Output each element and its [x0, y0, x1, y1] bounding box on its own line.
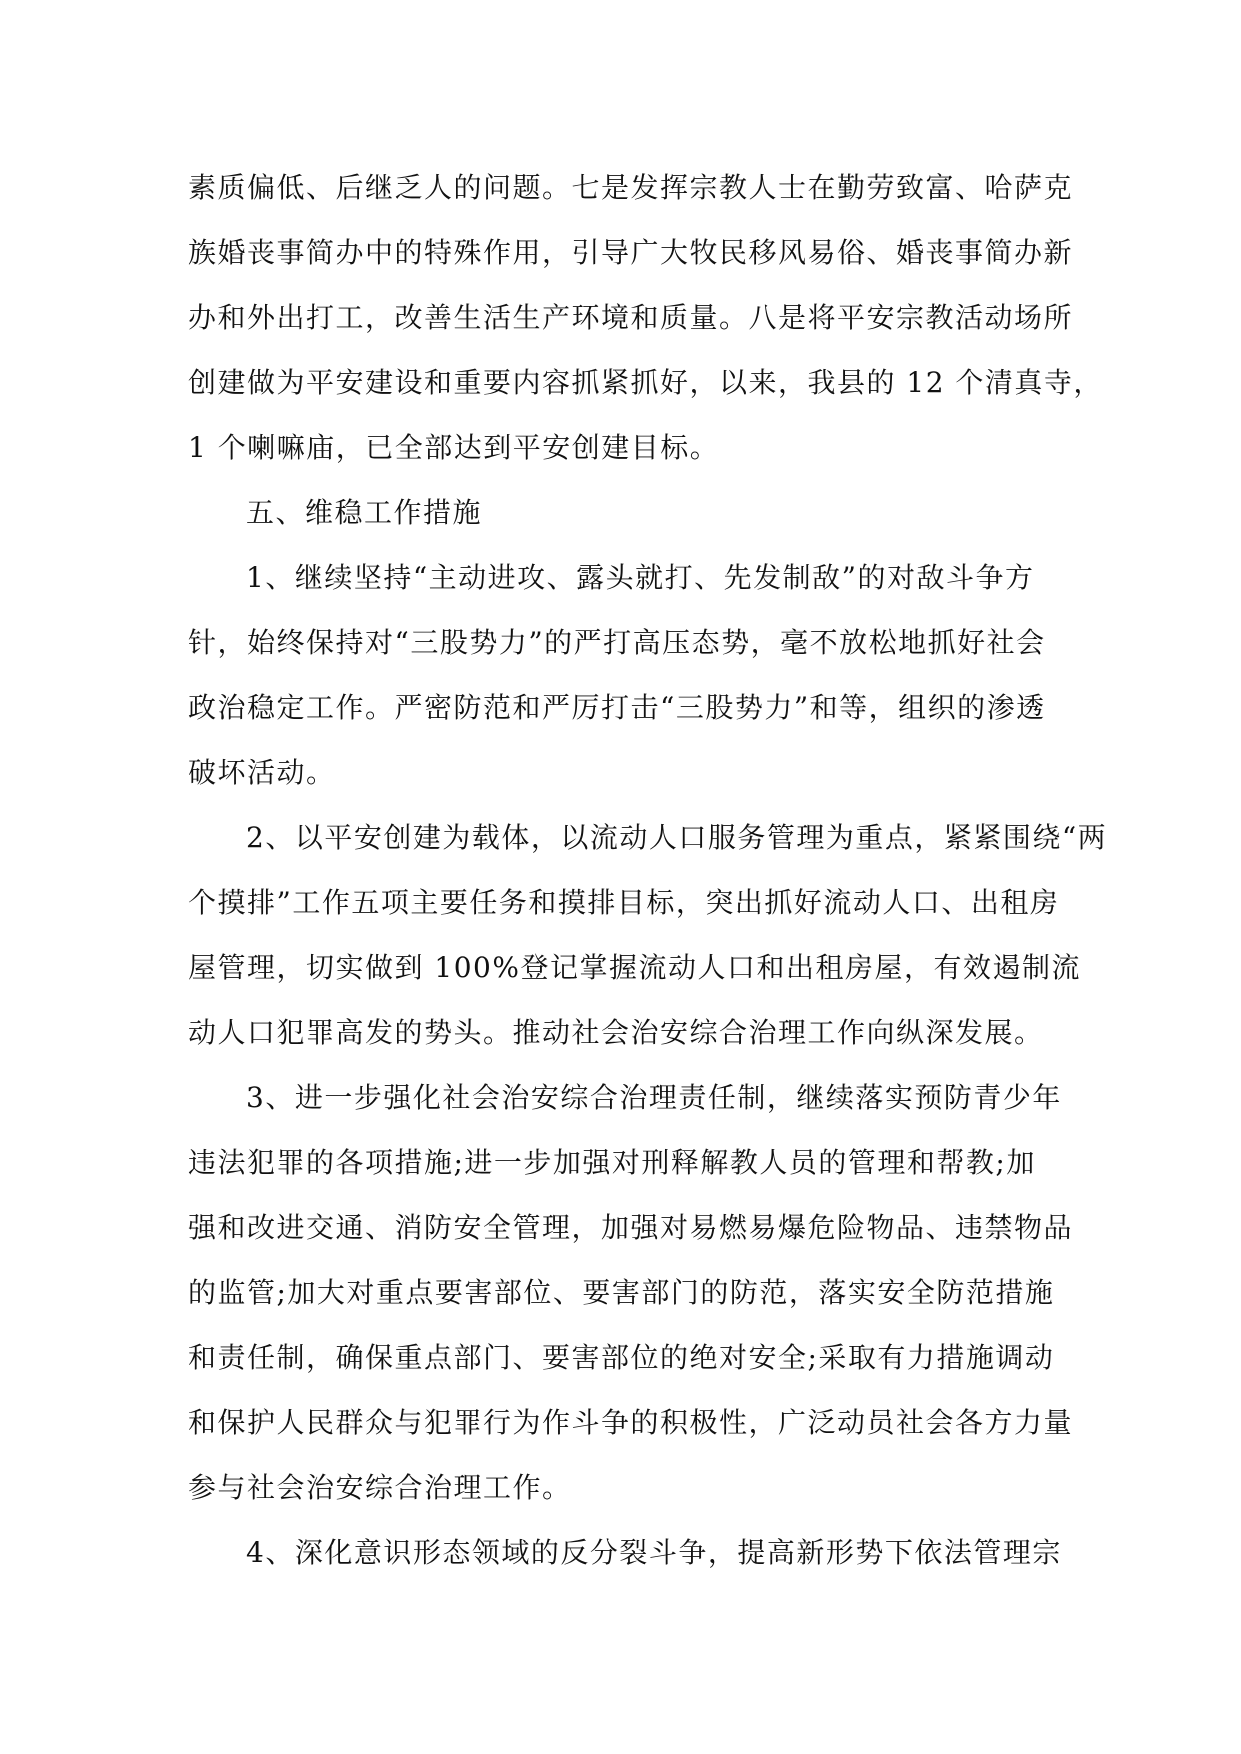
- text-line: 动人口犯罪高发的势头。推动社会治安综合治理工作向纵深发展。: [188, 1016, 1044, 1049]
- text-line: 的监管;加大对重点要害部位、要害部门的防范，落实安全防范措施: [188, 1276, 1055, 1309]
- paragraph-start: 2、以平安创建为载体，以流动人口服务管理为重点，紧紧围绕“两: [246, 821, 1108, 854]
- paragraph-start: 4、深化意识形态领域的反分裂斗争，提高新形势下依法管理宗: [246, 1536, 1062, 1569]
- text-line: 和保护人民群众与犯罪行为作斗争的积极性，广泛动员社会各方力量: [188, 1406, 1074, 1439]
- text-line: 个摸排”工作五项主要任务和摸排目标，突出抓好流动人口、出租房: [188, 886, 1060, 919]
- text-line: 和责任制，确保重点部门、要害部位的绝对安全;采取有力措施调动: [188, 1341, 1055, 1374]
- text-line: 屋管理，切实做到 100%登记掌握流动人口和出租房屋，有效遏制流: [188, 951, 1081, 984]
- text-line: 素质偏低、后继乏人的问题。七是发挥宗教人士在勤劳致富、哈萨克: [188, 171, 1074, 204]
- text-line: 强和改进交通、消防安全管理，加强对易燃易爆危险物品、违禁物品: [188, 1211, 1074, 1244]
- paragraph-start: 3、进一步强化社会治安综合治理责任制，继续落实预防青少年: [246, 1081, 1062, 1114]
- text-line: 违法犯罪的各项措施;进一步加强对刑释解教人员的管理和帮教;加: [188, 1146, 1036, 1179]
- text-line: 1 个喇嘛庙，已全部达到平安创建目标。: [188, 431, 720, 464]
- text-line: 破坏活动。: [188, 756, 336, 789]
- text-line: 针，始终保持对“三股势力”的严打高压态势，毫不放松地抓好社会: [188, 626, 1046, 659]
- body-text: [188, 155, 1108, 1585]
- section-heading: 五、维稳工作措施: [246, 496, 483, 529]
- text-line: 创建做为平安建设和重要内容抓紧抓好，以来，我县的 12 个清真寺，: [188, 366, 1103, 399]
- text-line: 族婚丧事简办中的特殊作用，引导广大牧民移风易俗、婚丧事简办新: [188, 236, 1074, 269]
- text-line: 政治稳定工作。严密防范和严厉打击“三股势力”和等，组织的渗透: [188, 691, 1046, 724]
- text-line: 参与社会治安综合治理工作。: [188, 1471, 572, 1504]
- text-line: 办和外出打工，改善生活生产环境和质量。八是将平安宗教活动场所: [188, 301, 1074, 334]
- paragraph-start: 1、继续坚持“主动进攻、露头就打、先发制敌”的对敌斗争方: [246, 561, 1035, 594]
